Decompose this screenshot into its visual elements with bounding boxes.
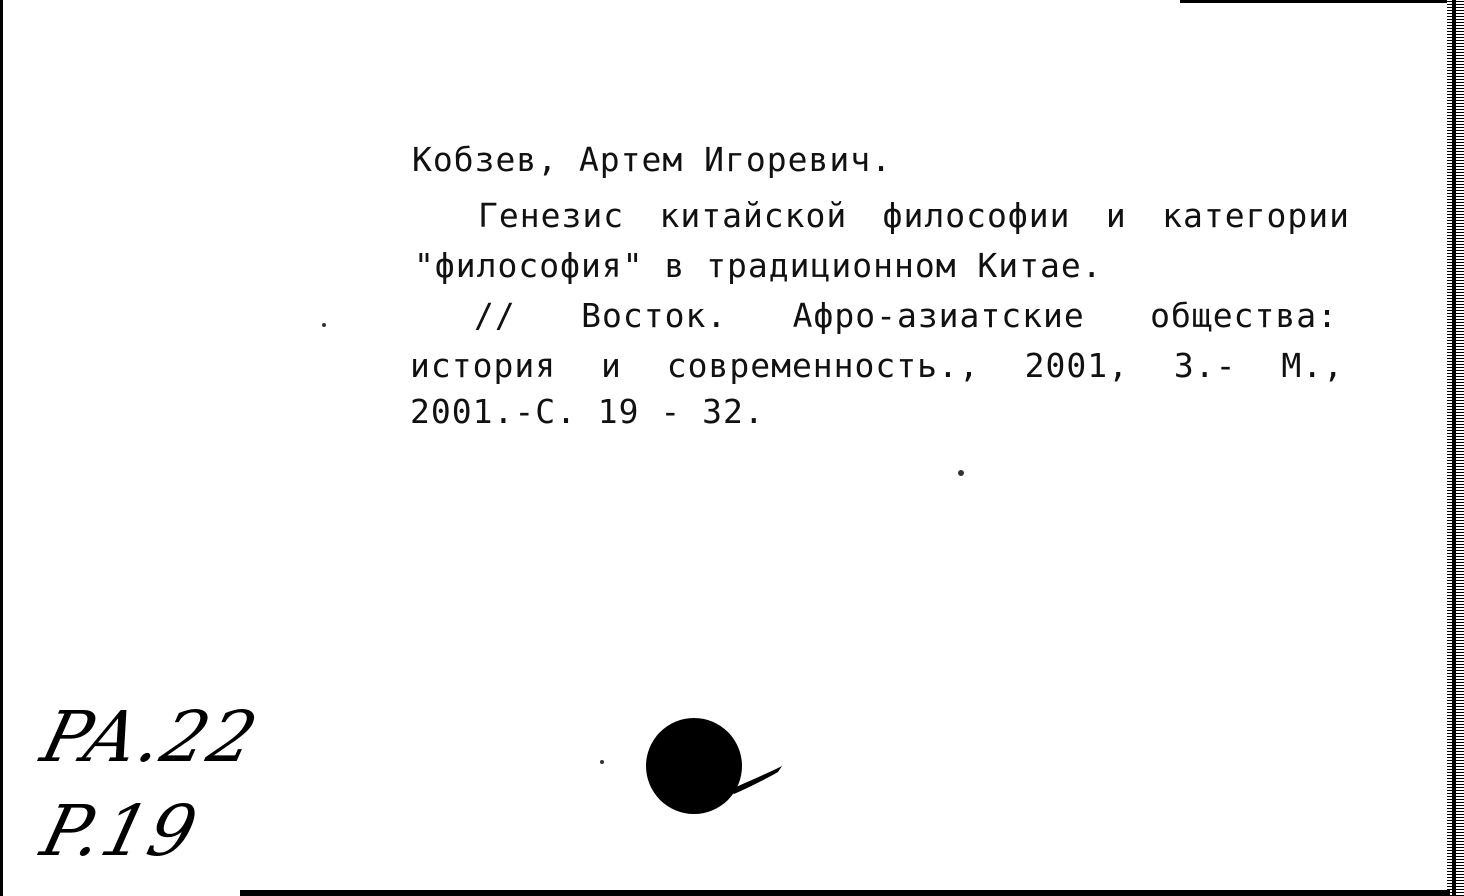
title-line-1 [478,196,1350,235]
shelfmark-line-2: P.19 [33,790,207,872]
ink-speck [600,760,604,764]
card-right-border [1452,0,1456,896]
source-word: 3.- [1173,346,1237,385]
punch-hole-tear [728,760,784,794]
source-word: общества: [1150,296,1338,335]
source-word: 2001, [1024,346,1129,385]
shelfmark-line-1: PA.22 [33,696,267,778]
source-word: история [410,346,557,385]
card-top-edge [1180,0,1464,3]
source-word: Восток. [581,296,728,335]
title-word: китайской [659,196,848,235]
ink-speck [958,470,964,476]
title-word: философии [882,196,1071,235]
card-left-edge [0,0,3,896]
source-line-3: 2001.-С. 19 - 32. [410,392,765,431]
source-line-1 [474,296,1338,335]
title-line-2: "философия" в традиционном Китае. [414,246,1103,285]
source-word: и [600,346,622,385]
title-word: категории [1162,196,1350,235]
title-word: и [1105,196,1127,235]
source-line-2 [410,346,1344,385]
card-bottom-edge [240,890,1450,896]
source-word: современность., [666,346,980,385]
source-word: М., [1281,346,1344,385]
source-word: Афро-азиатские [792,296,1085,335]
ink-speck [322,323,326,327]
title-word: Генезис [478,196,625,235]
author-line: Кобзев, Артем Игоревич. [412,140,892,179]
source-word: // [474,296,516,335]
